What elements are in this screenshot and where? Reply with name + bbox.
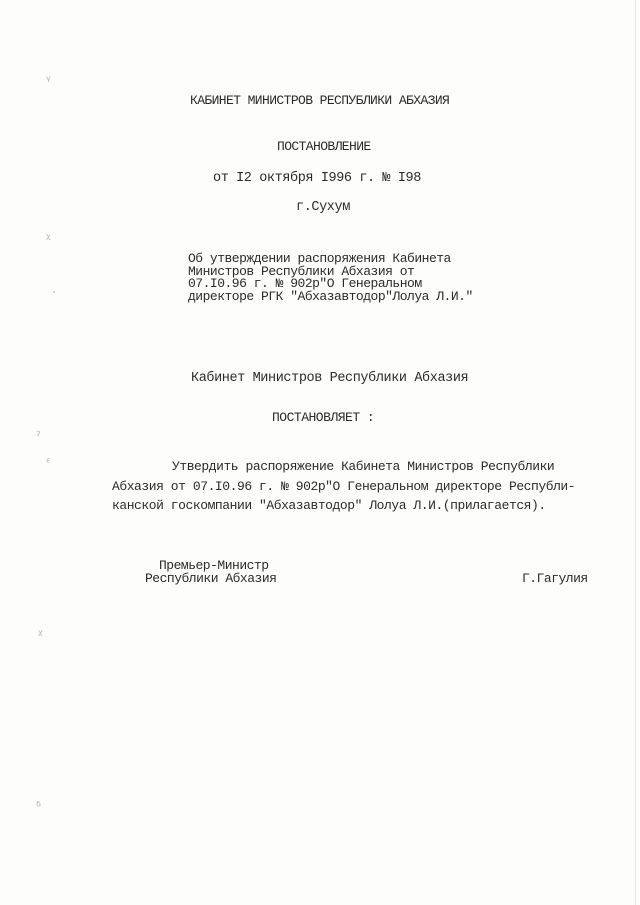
- body-line: Утвердить распоряжение Кабинета Министров Республики: [172, 459, 555, 474]
- scan-speck: ᵟ: [36, 800, 42, 815]
- position-line: Республики Абхазия: [145, 570, 277, 586]
- scan-speck: ᵋ: [46, 456, 51, 471]
- subject-line: директоре РГК "Абхазавтодор"Лолуа Л.И.": [188, 288, 473, 304]
- document-subject: [188, 253, 473, 303]
- document-city: г.Сухум: [296, 200, 350, 215]
- scan-speck: ·: [52, 286, 57, 301]
- issuer-line: Кабинет Министров Республики Абхазия: [191, 371, 469, 386]
- subject-line: Об утверждении распоряжения Кабинета: [188, 251, 451, 266]
- scan-speck: ᵡ: [38, 628, 43, 643]
- scan-speck: ˀ: [36, 430, 41, 445]
- position-line: Премьер-Министр: [159, 558, 269, 573]
- document-type: ПОСТАНОВЛЕНИЕ: [277, 139, 371, 154]
- scan-speck: ᵡ: [46, 232, 51, 247]
- organization-title: КАБИНЕТ МИНИСТРОВ РЕСПУБЛИКИ АБХАЗИЯ: [190, 93, 450, 108]
- subject-line: 07.I0.96 г. № 902р"О Генеральном: [188, 276, 422, 291]
- resolves-heading: ПОСТАНОВЛЯЕТ :: [272, 410, 375, 425]
- body-line: Абхазия от 07.I0.96 г. № 902р"О Генеральном директоре Республи-: [112, 478, 576, 494]
- scan-speck: ᵞ: [46, 74, 51, 89]
- document-date-number: от I2 октября I996 г. № I98: [213, 171, 421, 186]
- signatory-position: [145, 560, 276, 585]
- subject-line: Министров Республики Абхазия от: [188, 263, 415, 279]
- page-edge: [635, 0, 636, 905]
- signatory-name: Г.Гагулия: [522, 571, 588, 586]
- resolution-body: [112, 457, 575, 516]
- body-line: канской госкомпании "Абхазавтодор" Лолуа Л.И.(прилагается).: [112, 498, 546, 513]
